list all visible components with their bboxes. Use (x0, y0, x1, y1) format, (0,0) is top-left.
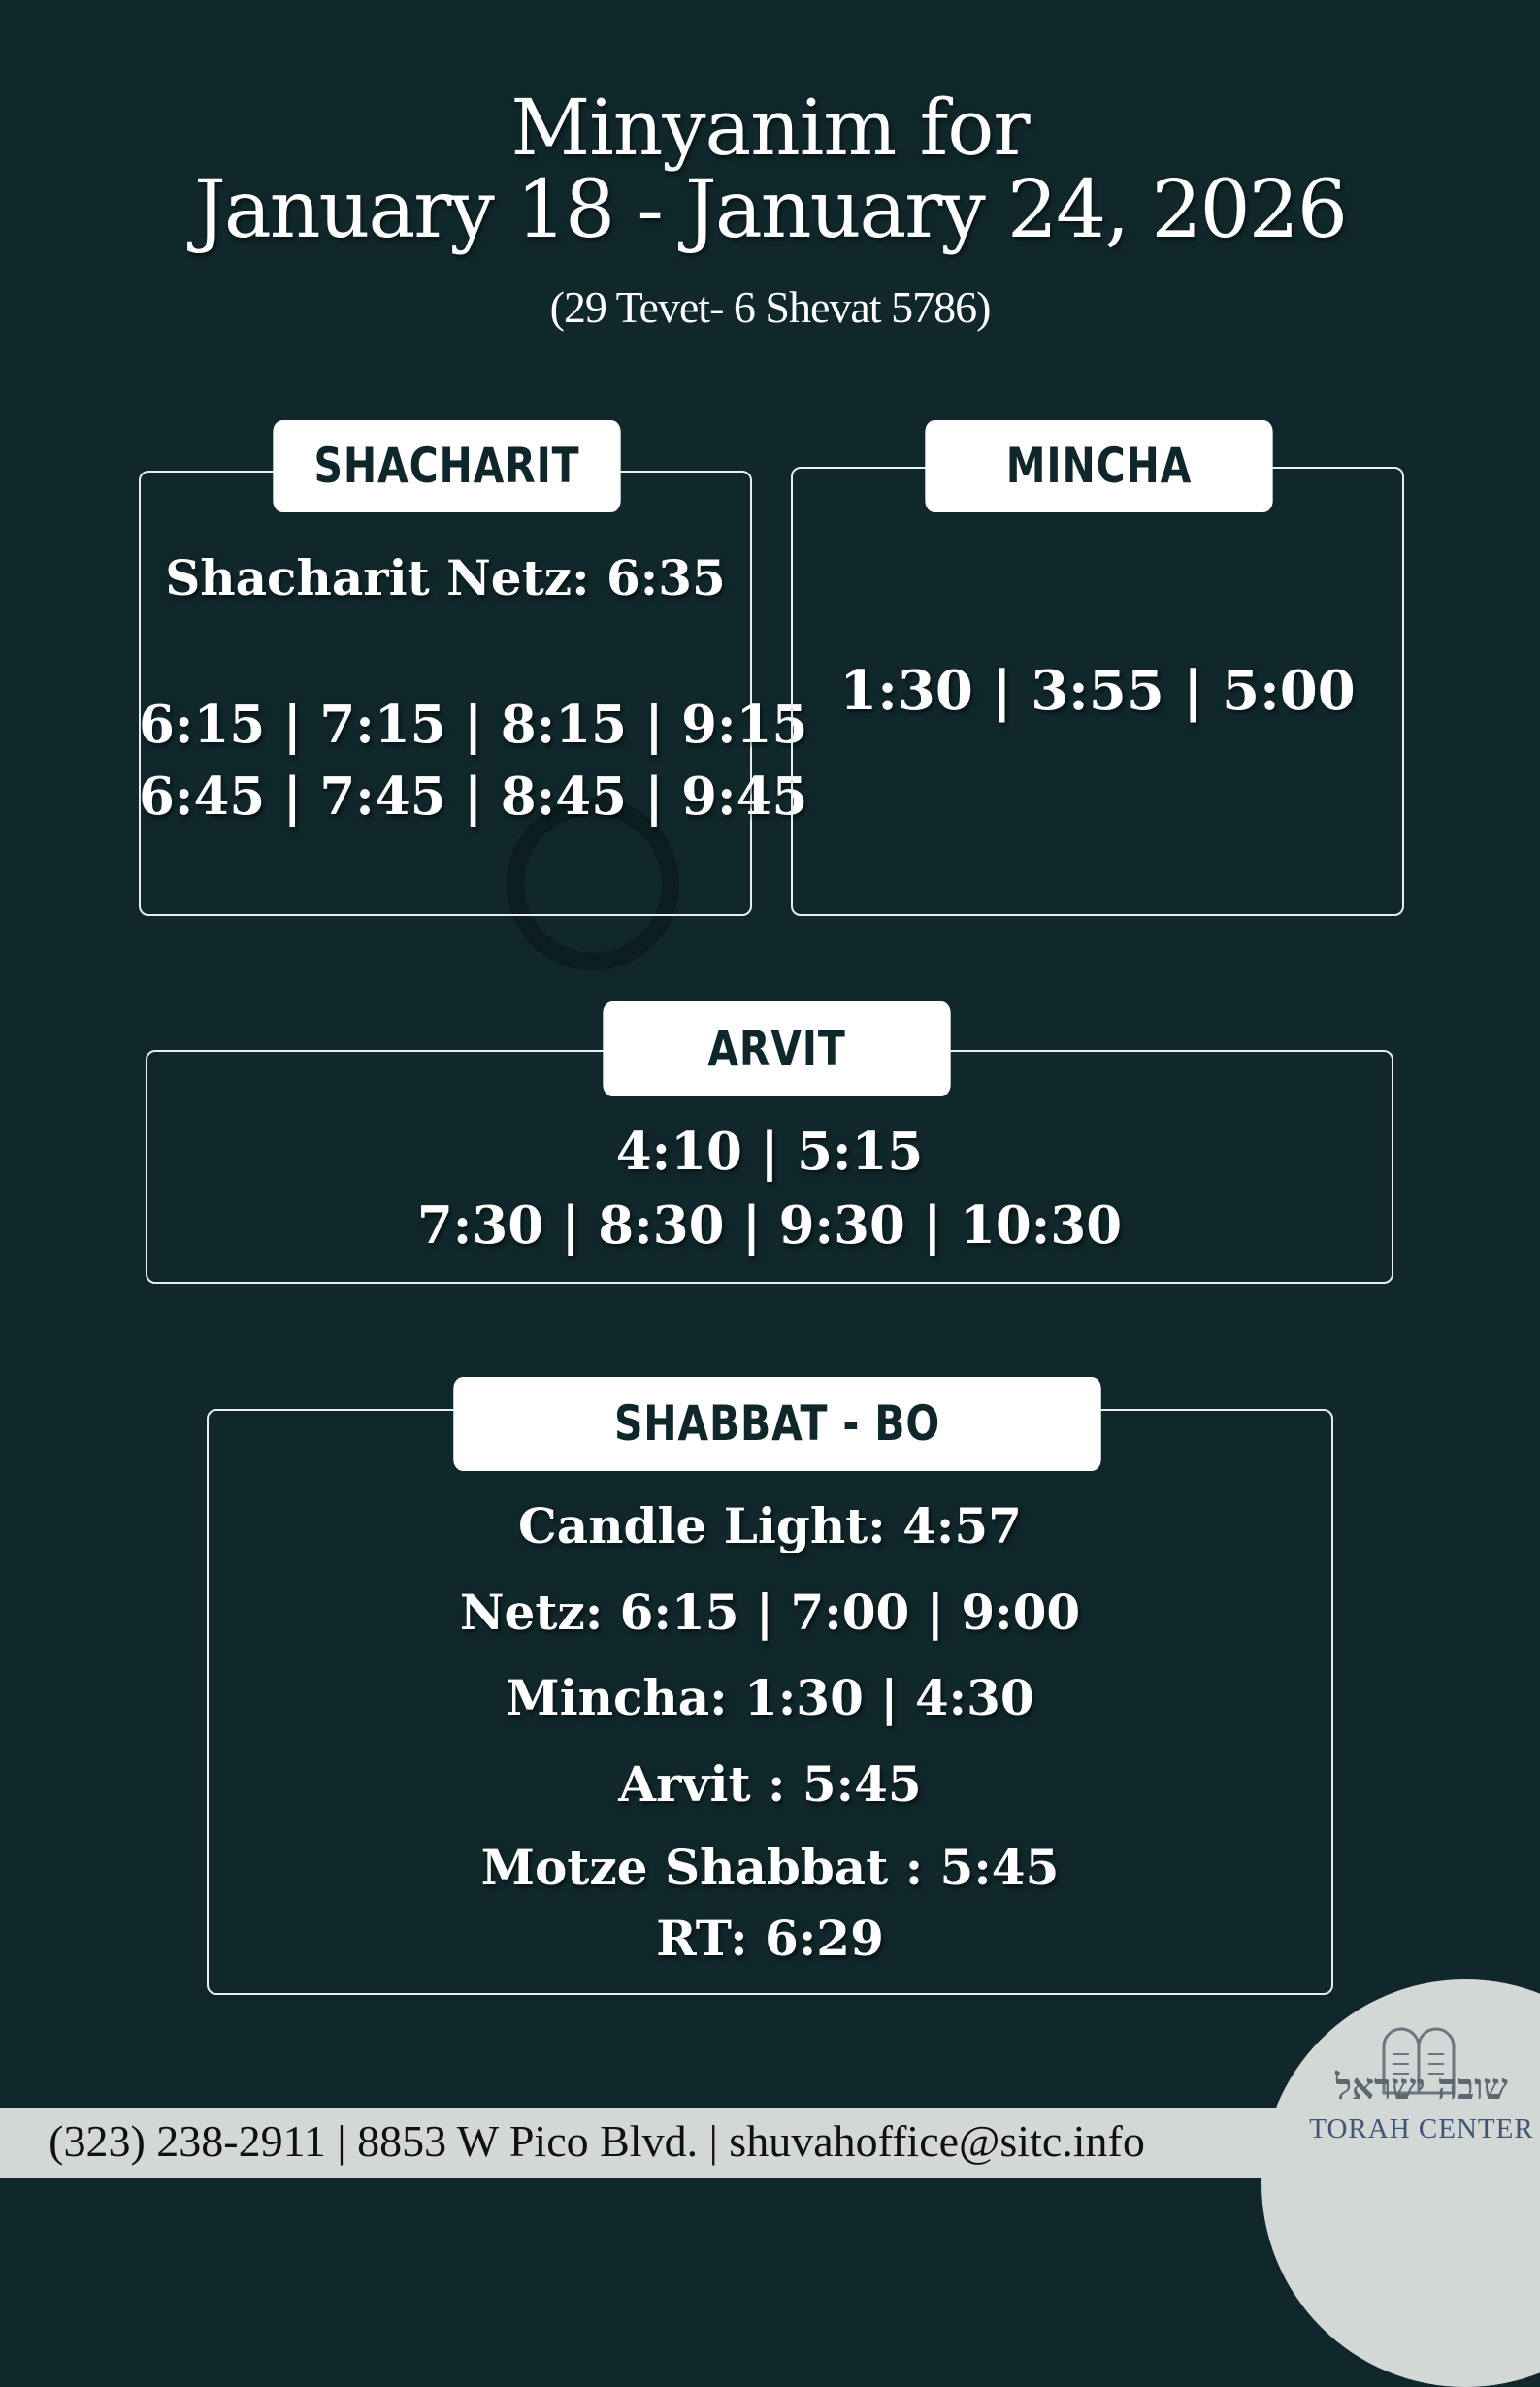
shabbat-motze: Motze Shabbat : 5:45 (480, 1839, 1060, 1896)
arvit-times-1: 4:10 | 5:15 (615, 1122, 924, 1182)
footer-contact: (323) 238-2911 | 8853 W Pico Blvd. | shuvahoffice@sitc.info (49, 2116, 1145, 2166)
shacharit-times-2: 6:45 | 7:45 | 8:45 | 9:45 (139, 767, 808, 827)
page-title (0, 82, 1540, 256)
mincha-label: MINCHA (925, 420, 1272, 512)
shabbat-mincha: Mincha: 1:30 | 4:30 (506, 1669, 1034, 1726)
mincha-times: 1:30 | 3:55 | 5:00 (839, 659, 1356, 723)
shacharit-netz: Shacharit Netz: 6:35 (165, 549, 726, 606)
logo-hebrew-text: שובה ישראל (1335, 2067, 1508, 2108)
logo-english-text: TORAH CENTER (1309, 2113, 1534, 2144)
shabbat-arvit: Arvit : 5:45 (618, 1755, 922, 1813)
shabbat-label: SHABBAT - BO (453, 1377, 1100, 1471)
shacharit-box (139, 471, 808, 916)
arvit-label: ARVIT (603, 1001, 950, 1096)
shabbat-netz: Netz: 6:15 | 7:00 | 9:00 (459, 1584, 1081, 1641)
shabbat-candle-light: Candle Light: 4:57 (518, 1497, 1022, 1554)
shacharit-label: SHACHARIT (273, 420, 620, 512)
shabbat-rt: RT: 6:29 (656, 1910, 884, 1967)
arvit-times-2: 7:30 | 8:30 | 9:30 | 10:30 (416, 1195, 1123, 1256)
title-line-2: January 18 - January 24, 2026 (193, 164, 1347, 256)
hebrew-date-range: (29 Tevet- 6 Shevat 5786) (549, 282, 991, 332)
shacharit-times-1: 6:15 | 7:15 | 8:15 | 9:15 (139, 695, 808, 755)
title-line-1: Minyanim for (510, 82, 1030, 173)
